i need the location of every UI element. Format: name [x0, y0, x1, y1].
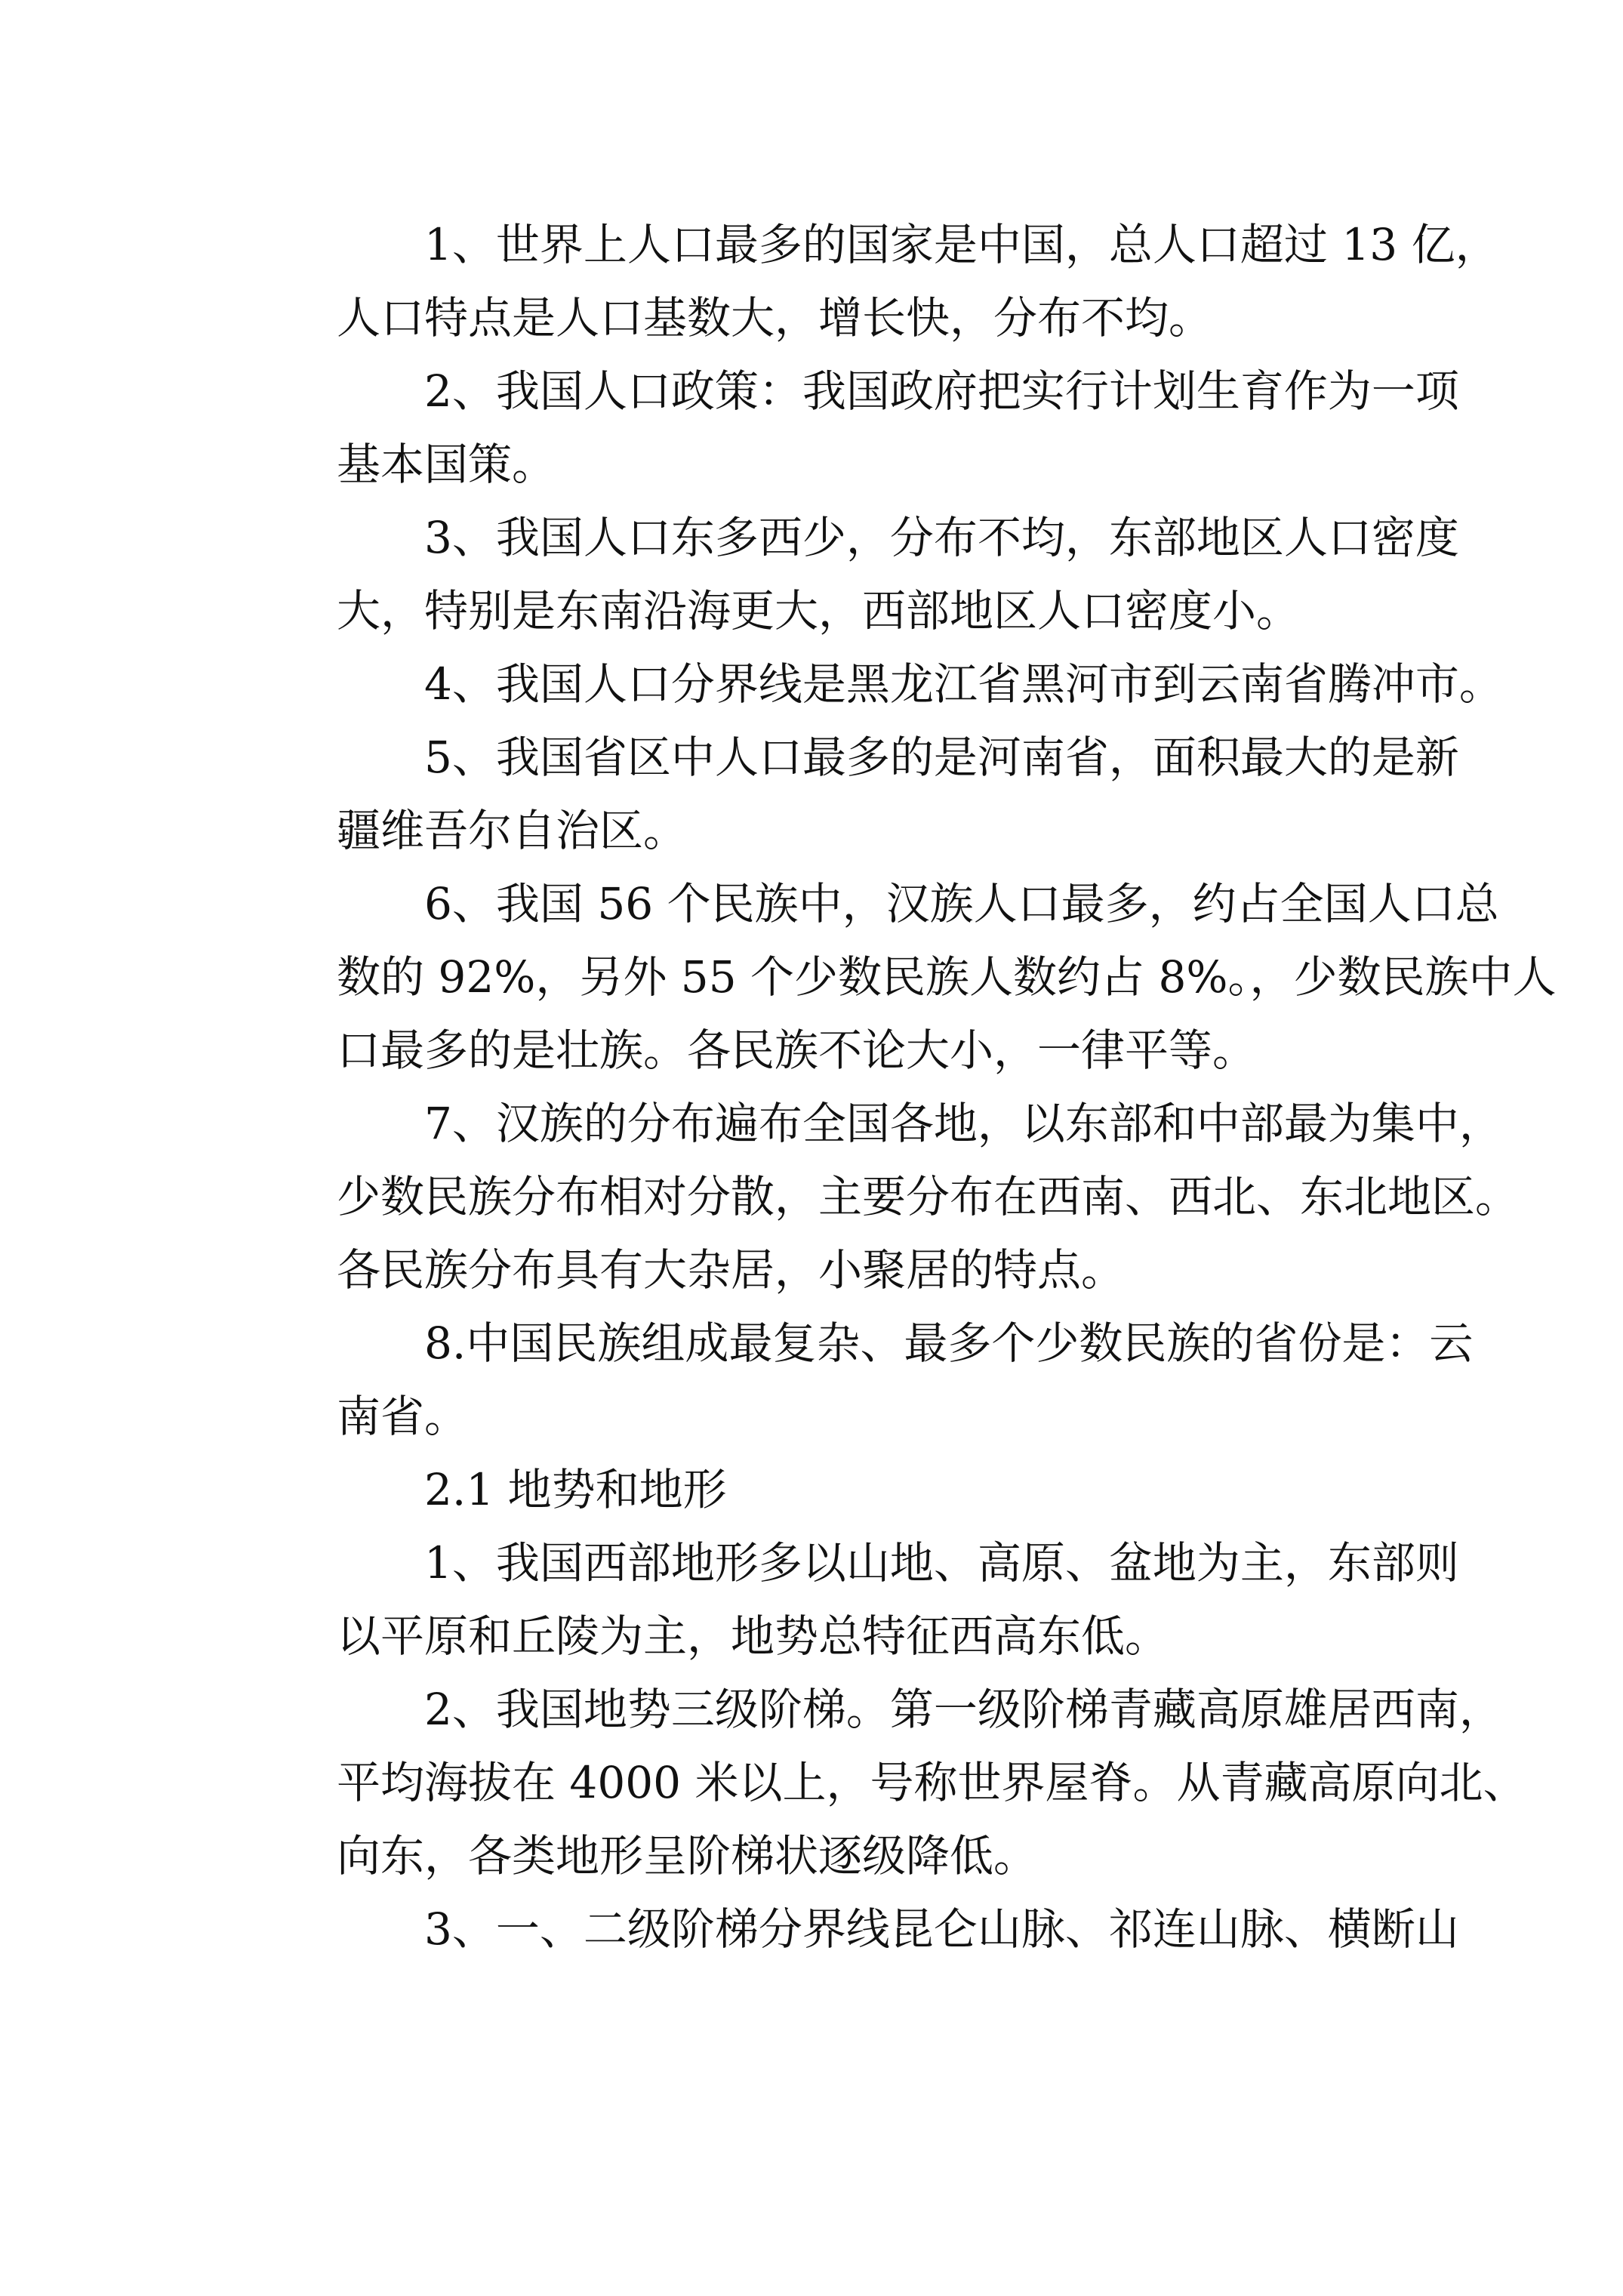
text-line: 平均海拔在 4000 米以上，号称世界屋脊。从青藏高原向北、: [337, 1757, 1527, 1808]
text-line: 3、一、二级阶梯分界线昆仑山脉、祁连山脉、横断山: [424, 1903, 1459, 1955]
text-line: 7、汉族的分布遍布全国各地，以东部和中部最为集中，: [424, 1098, 1503, 1149]
paragraph-4: [249, 648, 1503, 721]
text-line: 基本国策。: [337, 439, 556, 490]
paragraph-3: [249, 501, 1459, 648]
text-line: 2、我国人口政策：我国政府把实行计划生育作为一项: [424, 365, 1459, 417]
paragraph-2: [249, 355, 1459, 501]
text-line: 大，特别是东南沿海更大，西部地区人口密度小。: [337, 585, 1301, 636]
text-line: 5、我国省区中人口最多的是河南省，面积最大的是新: [424, 732, 1459, 783]
text-line: 1、世界上人口最多的国家是中国，总人口超过 13 亿，: [424, 219, 1499, 270]
text-line: 6、我国 56 个民族中，汉族人口最多，约占全国人口总: [424, 878, 1499, 929]
paragraph-8: [249, 1307, 1474, 1453]
text-line: 口最多的是壮族。各民族不论大小，一律平等。: [337, 1025, 1257, 1076]
text-line: 8.中国民族组成最复杂、最多个少数民族的省份是：云: [424, 1318, 1474, 1369]
paragraph-6: [249, 868, 1557, 1087]
text-line: 4、我国人口分界线是黑龙江省黑河市到云南省腾冲市。: [424, 658, 1503, 710]
text-line: 少数民族分布相对分散，主要分布在西南、西北、东北地区。: [337, 1171, 1520, 1222]
text-line: 数的 92%，另外 55 个少数民族人数约占 8%。，少数民族中人: [337, 951, 1557, 1003]
section-heading: [249, 1453, 1427, 1527]
text-line: 1、我国西部地形多以山地、高原、盆地为主，东部则: [424, 1537, 1459, 1589]
paragraph-9: [249, 1527, 1459, 1673]
text-line: 南省。: [337, 1391, 469, 1442]
text-line: 疆维吾尔自治区。: [337, 805, 688, 856]
text-line: 以平原和丘陵为主，地势总特征西高东低。: [337, 1610, 1169, 1662]
text-line: 3、我国人口东多西少，分布不均，东部地区人口密度: [424, 512, 1459, 563]
document-body: [249, 208, 1557, 1966]
paragraph-7: [249, 1087, 1520, 1307]
paragraph-11: [249, 1893, 1459, 1966]
text-line: 2、我国地势三级阶梯。第一级阶梯青藏高原雄居西南，: [424, 1684, 1503, 1735]
text-line: 人口特点是人口基数大，增长快，分布不均。: [337, 292, 1213, 344]
paragraph-5: [249, 721, 1459, 868]
paragraph-1: [249, 208, 1499, 355]
text-line: 各民族分布具有大杂居，小聚居的特点。: [337, 1244, 1126, 1296]
text-line: 向东，各类地形呈阶梯状逐级降低。: [337, 1830, 1038, 1881]
paragraph-10: [249, 1673, 1527, 1893]
section-title: 2.1 地势和地形: [424, 1464, 727, 1515]
